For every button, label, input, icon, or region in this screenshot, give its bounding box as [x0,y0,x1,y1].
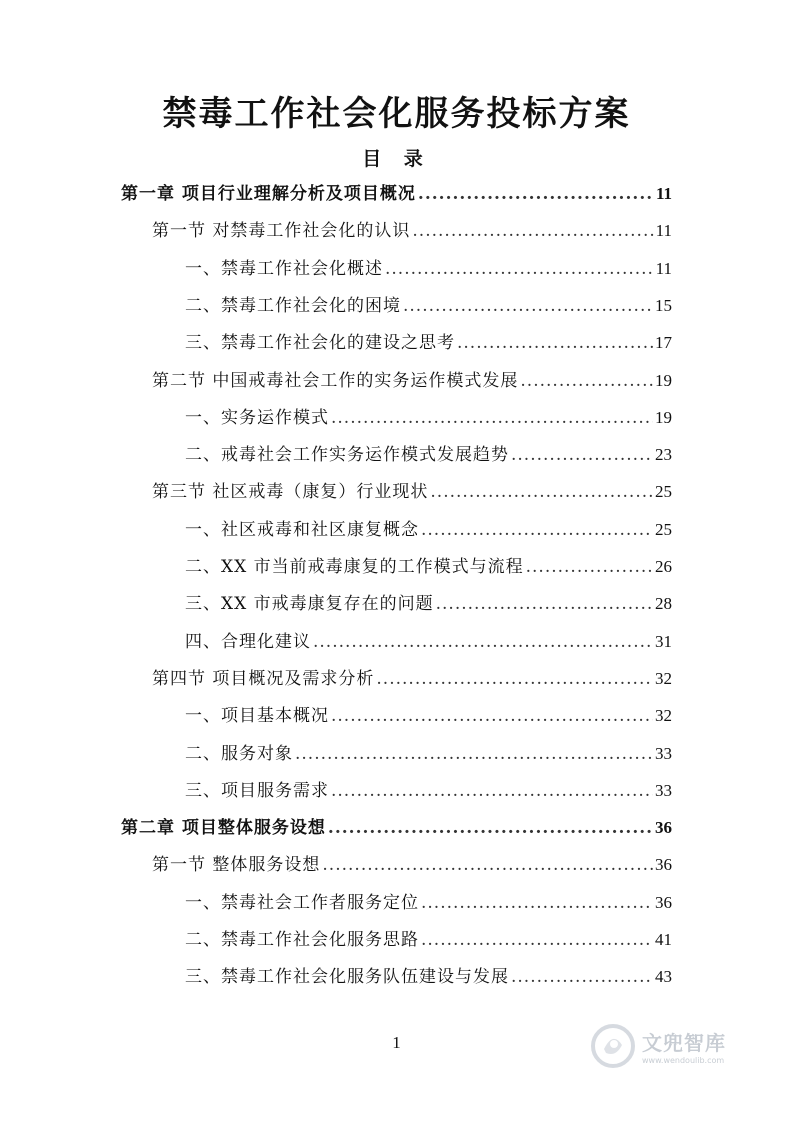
toc-entry-section[interactable] [152,362,672,399]
toc-entry-item[interactable] [185,958,672,995]
toc-entry-page: 25 [655,482,672,502]
toc-entry-page: 36 [655,818,672,838]
toc-entry-label: 三、项目服务需求 [185,780,329,801]
toc-entry-page: 26 [655,557,672,576]
toc-entry-label: 第一节 对禁毒工作社会化的认识 [152,221,411,242]
toc-entry-label: 二、禁毒工作社会化的困境 [185,295,401,316]
toc-leader-dots [436,586,653,623]
toc-entry-section[interactable] [152,212,672,249]
toc-entry-page: 15 [655,295,672,315]
toc-leader-dots [511,437,653,474]
toc-entry-label: 二、XX 市当前戒毒康复的工作模式与流程 [185,557,524,577]
toc-leader-dots [295,736,653,773]
toc-leader-dots [511,959,653,996]
toc-entry-page: 23 [655,445,672,465]
toc-entry-label: 四、合理化建议 [185,631,311,652]
toc-entry-page: 17 [655,333,672,353]
toc-entry-label: 第一章 项目行业理解分析及项目概况 [121,184,416,204]
toc-entry-item[interactable] [185,287,672,324]
toc-entry-section[interactable] [152,473,672,510]
toc-leader-dots [385,251,654,288]
toc-entry-section[interactable] [152,660,672,697]
toc-entry-label: 第二章 项目整体服务设想 [121,818,326,839]
toc-entry-chapter[interactable] [121,809,672,846]
toc-entry-page: 19 [655,407,672,427]
document-title: 禁毒工作社会化服务投标方案 [162,94,631,134]
toc-entry-label: 第四节 项目概况及需求分析 [152,668,375,689]
toc-entry-item[interactable] [185,884,672,921]
toc-entry-label: 二、禁毒工作社会化服务思路 [185,930,419,950]
toc-entry-label: 一、社区戒毒和社区康复概念 [185,519,419,540]
toc-leader-dots [430,474,653,511]
toc-leader-dots [412,213,653,250]
toc-entry-page: 33 [655,743,672,763]
toc-entry-label: 三、禁毒工作社会化服务队伍建设与发展 [185,967,509,988]
toc-entry-label: 第三节 社区戒毒（康复）行业现状 [152,482,429,503]
toc-entry-page: 19 [655,370,672,390]
toc-leader-dots [457,325,653,362]
toc-entry-section[interactable] [152,846,672,883]
toc-leader-dots [328,810,653,847]
toc-entry-item[interactable] [185,548,672,585]
toc-entry-label: 二、戒毒社会工作实务运作模式发展趋势 [185,445,509,466]
toc-entry-item[interactable] [185,399,672,436]
toc-entry-item[interactable] [185,511,672,548]
toc-entry-item[interactable] [185,772,672,809]
toc-entry-page: 32 [655,668,672,688]
toc-entry-page: 31 [655,631,672,651]
toc-entry-label: 二、服务对象 [185,743,293,764]
toc-heading: 目 录 [362,148,431,170]
toc-entry-label: 第一节 整体服务设想 [152,855,321,876]
toc-leader-dots [322,847,653,884]
toc-leader-dots [403,288,653,325]
toc-leader-dots [520,363,653,400]
toc-entry-page: 11 [655,184,672,203]
toc-leader-dots [331,773,653,810]
toc-entry-page: 36 [655,855,672,875]
toc-entry-page: 36 [655,892,672,912]
toc-entry-label: 一、项目基本概况 [185,706,329,727]
watermark-name: 文兜智库 [642,1031,726,1055]
toc-leader-dots [421,922,653,959]
toc-entry-page: 41 [655,930,672,949]
toc-entry-item[interactable] [185,921,672,958]
toc-entry-label: 第二节 中国戒毒社会工作的实务运作模式发展 [152,370,519,391]
toc-leader-dots [421,885,653,922]
toc-entry-label: 一、禁毒工作社会化概述 [185,258,383,279]
toc-entry-label: 一、禁毒社会工作者服务定位 [185,892,419,913]
toc-entry-label: 三、XX 市戒毒康复存在的问题 [185,594,434,615]
page-number: 1 [392,1033,401,1052]
wendou-logo-icon [590,1023,636,1069]
toc-entry-item[interactable] [185,436,672,473]
toc-leader-dots [421,512,653,549]
toc-entry-page: 32 [655,706,672,726]
toc-entry-page: 43 [655,967,672,987]
toc-entry-page: 25 [655,519,672,539]
watermark [590,1018,760,1074]
toc-leader-dots [418,176,654,213]
toc-entry-item[interactable] [185,250,672,287]
toc-entry-page: 28 [655,594,672,614]
toc-entry-label: 三、禁毒工作社会化的建设之思考 [185,333,455,354]
toc-entry-page: 11 [655,258,672,278]
toc-entry-item[interactable] [185,697,672,734]
toc-leader-dots [331,698,653,735]
toc-leader-dots [331,400,653,437]
watermark-url: www.wendoulib.com [642,1056,725,1065]
toc-leader-dots [376,661,653,698]
toc-entry-item[interactable] [185,585,672,622]
toc-entry-page: 33 [655,780,672,800]
toc-entry-page: 11 [655,221,672,241]
toc-leader-dots [526,549,653,586]
toc-entry-item[interactable] [185,623,672,660]
toc-entry-label: 一、实务运作模式 [185,407,329,428]
toc-entry-item[interactable] [185,735,672,772]
toc-entry-chapter[interactable] [121,175,672,212]
toc-entry-item[interactable] [185,324,672,361]
toc-leader-dots [313,624,653,661]
